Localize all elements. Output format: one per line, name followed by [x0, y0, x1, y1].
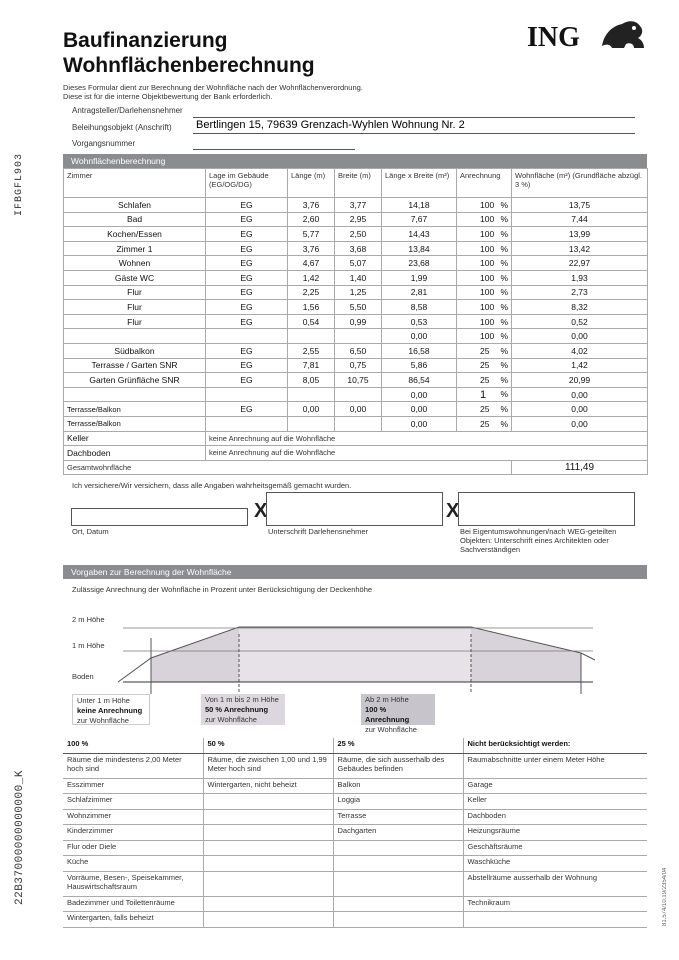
header-credit: Anrechnung: [457, 169, 512, 198]
ceiling-height-diagram: [63, 596, 647, 696]
category-row: [63, 871, 647, 896]
borrower-signature-field[interactable]: [266, 492, 443, 526]
category-cell: Dachboden: [463, 809, 647, 825]
width-cell[interactable]: 6,50: [335, 343, 382, 358]
credit-value: 25: [480, 404, 490, 415]
percent-sign: %: [500, 360, 508, 371]
width-cell[interactable]: 1,25: [335, 285, 382, 300]
category-row: [63, 809, 647, 825]
header-living-area: Wohnfläche (m²) (Grundfläche abzügl. 3 %): [512, 169, 648, 198]
credit-value: 100: [480, 199, 495, 210]
architect-signature-field[interactable]: [458, 492, 635, 526]
area-cell[interactable]: 13,84: [382, 241, 457, 256]
object-field-line: [193, 133, 635, 134]
percent-sign: %: [500, 243, 508, 254]
category-cell: Schlafzimmer: [63, 794, 203, 810]
case-number-label: Vorgangsnummer: [72, 139, 136, 148]
credit-value: 100: [480, 301, 495, 312]
table-row: [64, 416, 648, 431]
category-row: [63, 912, 647, 928]
length-cell[interactable]: 5,77: [288, 227, 335, 242]
borrower-signature-label: Unterschrift Darlehensnehmer: [268, 527, 369, 536]
rules-subtitle: Zulässige Anrechnung der Wohnfläche in Prozent unter Berücksichtigung der Deckenhöhe: [72, 585, 373, 594]
width-cell[interactable]: [335, 387, 382, 402]
credit-value: 1: [480, 388, 487, 401]
length-cell[interactable]: 2,55: [288, 343, 335, 358]
form-code: IFBGFL903: [14, 152, 25, 216]
width-cell[interactable]: 10,75: [335, 373, 382, 388]
living-area-cell[interactable]: 13,99: [512, 227, 648, 242]
attic-row: [64, 446, 648, 461]
architect-label-line-3: Sachverständigen: [460, 545, 521, 554]
table-row: [64, 241, 648, 256]
category-header: 25 %: [333, 738, 463, 753]
category-cell: Kinderzimmer: [63, 825, 203, 841]
table-row: [64, 358, 648, 373]
category-cell: [333, 840, 463, 856]
floor-cell[interactable]: EG: [206, 300, 288, 315]
credit-cell[interactable]: [457, 285, 512, 300]
room-cell[interactable]: Kochen/Essen: [64, 227, 206, 242]
category-cell: Balkon: [333, 778, 463, 794]
object-label: Beleihungsobjekt (Anschrift): [72, 123, 172, 132]
percent-sign: %: [500, 214, 508, 225]
area-cell[interactable]: 2,81: [382, 285, 457, 300]
legend-none-line-1: Unter 1 m Höhe: [77, 696, 130, 705]
credit-cell[interactable]: [457, 227, 512, 242]
category-cell: Technikraum: [463, 896, 647, 912]
room-cell[interactable]: Zimmer 1: [64, 241, 206, 256]
area-cell[interactable]: 0,00: [382, 387, 457, 402]
percent-sign: %: [500, 388, 508, 399]
attic-note: keine Anrechnung auf die Wohnfläche: [206, 446, 648, 461]
form-version: 81.574/10.19/2354/04: [662, 867, 668, 926]
category-header-row: [63, 738, 647, 753]
living-area-cell[interactable]: 13,42: [512, 241, 648, 256]
category-cell: Dachgarten: [333, 825, 463, 841]
length-cell[interactable]: 4,67: [288, 256, 335, 271]
credit-value: 100: [480, 316, 495, 327]
credit-value: 25: [480, 418, 490, 429]
area-cell[interactable]: 14,43: [382, 227, 457, 242]
category-cell: [203, 794, 333, 810]
architect-label-line-2: Objekten: Unterschrift eines Architekten oder: [460, 536, 609, 545]
legend-full: [361, 694, 435, 734]
width-cell[interactable]: [335, 416, 382, 431]
category-cell: Vorräume, Besen-, Speisekammer, Hauswirtschaftsraum: [63, 871, 203, 896]
floor-cell[interactable]: EG: [206, 358, 288, 373]
category-cell: [203, 856, 333, 872]
legend-none-line-2: keine Anrechnung: [77, 706, 143, 715]
room-cell[interactable]: Terrasse/Balkon: [64, 416, 206, 431]
room-cell[interactable]: Flur: [64, 314, 206, 329]
width-cell[interactable]: 3,68: [335, 241, 382, 256]
table-row: [64, 314, 648, 329]
living-area-cell[interactable]: 0,00: [512, 387, 648, 402]
category-cell: Flur oder Diele: [63, 840, 203, 856]
area-cell[interactable]: 0,53: [382, 314, 457, 329]
percent-sign: %: [500, 258, 508, 269]
area-cell[interactable]: 23,68: [382, 256, 457, 271]
credit-cell[interactable]: [457, 212, 512, 227]
length-cell[interactable]: 2,60: [288, 212, 335, 227]
header-width: Breite (m): [335, 169, 382, 198]
category-cell: [333, 912, 463, 928]
category-cell: [203, 825, 333, 841]
floor-cell[interactable]: EG: [206, 373, 288, 388]
percent-sign: %: [500, 228, 508, 239]
applicant-label: Antragsteller/Darlehensnehmer: [72, 106, 183, 115]
floor-cell[interactable]: EG: [206, 270, 288, 285]
table-row: [64, 343, 648, 358]
table-row: [64, 373, 648, 388]
floor-cell[interactable]: EG: [206, 256, 288, 271]
legend-full-line-3: zur Wohnfläche: [365, 725, 417, 734]
room-cell[interactable]: Südbalkon: [64, 343, 206, 358]
area-cell[interactable]: 16,58: [382, 343, 457, 358]
legend-half-line-1: Von 1 m bis 2 m Höhe: [205, 695, 279, 704]
credit-cell[interactable]: [457, 358, 512, 373]
category-cell: [333, 856, 463, 872]
area-cell[interactable]: 0,00: [382, 329, 457, 344]
credit-cell[interactable]: [457, 256, 512, 271]
credit-cell[interactable]: [457, 314, 512, 329]
credit-cell[interactable]: [457, 241, 512, 256]
header-area: Länge x Breite (m²): [382, 169, 457, 198]
width-cell[interactable]: 5,50: [335, 300, 382, 315]
credit-cell[interactable]: [457, 329, 512, 344]
category-row: [63, 856, 647, 872]
room-cell[interactable]: Gäste WC: [64, 270, 206, 285]
category-cell: [203, 912, 333, 928]
room-cell[interactable]: Terrasse/Balkon: [64, 402, 206, 417]
length-cell[interactable]: [288, 387, 335, 402]
lion-logo-icon: [598, 16, 648, 50]
credit-cell[interactable]: [457, 373, 512, 388]
credit-value: 100: [480, 272, 495, 283]
living-area-cell[interactable]: 1,42: [512, 358, 648, 373]
percent-sign: %: [500, 272, 508, 283]
level-2m-label: 2 m Höhe: [72, 615, 105, 624]
intro-line-1: Dieses Formular dient zur Berechnung der Wohnfläche nach der Wohnflächenverordnung.: [63, 83, 363, 92]
floor-cell[interactable]: EG: [206, 402, 288, 417]
barcode-text: 22B37000000000000_K: [14, 770, 26, 905]
length-cell[interactable]: 2,25: [288, 285, 335, 300]
category-row: [63, 896, 647, 912]
width-cell[interactable]: 5,07: [335, 256, 382, 271]
place-date-field[interactable]: [71, 508, 248, 526]
credit-cell[interactable]: [457, 416, 512, 431]
category-cell: Keller: [463, 794, 647, 810]
percent-sign: %: [500, 316, 508, 327]
length-cell[interactable]: 1,56: [288, 300, 335, 315]
area-cell[interactable]: 7,67: [382, 212, 457, 227]
living-area-cell[interactable]: 0,52: [512, 314, 648, 329]
table-row: [64, 212, 648, 227]
legend-half-line-2: 50 % Anrechnung: [205, 705, 269, 714]
length-cell[interactable]: 7,81: [288, 358, 335, 373]
floor-cell[interactable]: EG: [206, 212, 288, 227]
credit-value: 100: [480, 258, 495, 269]
header-length: Länge (m): [288, 169, 335, 198]
category-row: [63, 825, 647, 841]
living-area-cell[interactable]: 0,00: [512, 402, 648, 417]
floor-cell[interactable]: EG: [206, 285, 288, 300]
category-cell: Heizungsräume: [463, 825, 647, 841]
length-cell[interactable]: 0,54: [288, 314, 335, 329]
percent-sign: %: [500, 418, 508, 429]
section-bar-rules: Vorgaben zur Berechnung der Wohnfläche: [63, 565, 647, 579]
total-label: Gesamtwohnfläche: [64, 460, 512, 475]
length-cell[interactable]: 8,05: [288, 373, 335, 388]
percent-sign: %: [500, 287, 508, 298]
width-cell[interactable]: 2,95: [335, 212, 382, 227]
room-cell[interactable]: Bad: [64, 212, 206, 227]
room-cell[interactable]: [64, 387, 206, 402]
cellar-note: keine Anrechnung auf die Wohnfläche: [206, 431, 648, 446]
room-cell[interactable]: [64, 329, 206, 344]
category-cell: Raumabschnitte unter einem Meter Höhe: [463, 753, 647, 778]
percent-sign: %: [500, 374, 508, 385]
room-cell[interactable]: Terrasse / Garten SNR: [64, 358, 206, 373]
table-row: [64, 300, 648, 315]
living-area-cell[interactable]: 20,99: [512, 373, 648, 388]
architect-signature-label: [460, 527, 640, 554]
category-cell: [463, 912, 647, 928]
credit-value: 100: [480, 331, 495, 342]
category-cell: Wintergarten, falls beheizt: [63, 912, 203, 928]
table-row: [64, 387, 648, 402]
living-area-cell[interactable]: 2,73: [512, 285, 648, 300]
living-area-cell[interactable]: 7,44: [512, 212, 648, 227]
category-cell: Esszimmer: [63, 778, 203, 794]
room-cell[interactable]: Wohnen: [64, 256, 206, 271]
level-1m-label: 1 m Höhe: [72, 641, 105, 650]
credit-value: 100: [480, 243, 495, 254]
width-cell[interactable]: 0,75: [335, 358, 382, 373]
percent-sign: %: [500, 301, 508, 312]
credit-cell[interactable]: [457, 402, 512, 417]
header-floor: Lage im Gebäude (EG/OG/DG): [206, 169, 288, 198]
category-cell: Garage: [463, 778, 647, 794]
room-cell[interactable]: Flur: [64, 300, 206, 315]
cellar-label: Keller: [64, 431, 206, 446]
area-table: [63, 168, 648, 475]
length-cell[interactable]: 3,76: [288, 198, 335, 213]
floor-cell[interactable]: EG: [206, 227, 288, 242]
living-area-cell[interactable]: 8,32: [512, 300, 648, 315]
area-cell[interactable]: 8,58: [382, 300, 457, 315]
legend-none-line-3: zur Wohnfläche: [77, 716, 129, 725]
credit-value: 100: [480, 228, 495, 239]
living-area-cell[interactable]: 22,97: [512, 256, 648, 271]
section-bar-calculation: Wohnflächenberechnung: [63, 154, 647, 168]
floor-label: Boden: [72, 672, 94, 681]
category-row: [63, 778, 647, 794]
category-row: [63, 840, 647, 856]
category-cell: Badezimmer und Toilettenräume: [63, 896, 203, 912]
category-cell: [333, 896, 463, 912]
width-cell[interactable]: 0,00: [335, 402, 382, 417]
table-row: [64, 329, 648, 344]
legend-half-line-3: zur Wohnfläche: [205, 715, 257, 724]
room-cell[interactable]: Flur: [64, 285, 206, 300]
table-row: [64, 402, 648, 417]
length-cell[interactable]: 0,00: [288, 402, 335, 417]
table-row: [64, 198, 648, 213]
area-cell[interactable]: 14,18: [382, 198, 457, 213]
applicant-field[interactable]: [193, 117, 635, 118]
living-area-cell[interactable]: 13,75: [512, 198, 648, 213]
category-cell: [203, 809, 333, 825]
width-cell[interactable]: [335, 329, 382, 344]
credit-value: 25: [480, 345, 490, 356]
credit-cell[interactable]: [457, 198, 512, 213]
category-cell: Terrasse: [333, 809, 463, 825]
legend-half: [201, 694, 285, 725]
cellar-row: [64, 431, 648, 446]
ing-logo: ING: [527, 22, 580, 53]
percent-sign: %: [500, 345, 508, 356]
table-row: [64, 256, 648, 271]
category-cell: [203, 840, 333, 856]
case-number-field[interactable]: [193, 149, 355, 150]
category-cell: Räume, die sich ausserhalb des Gebäudes befinden: [333, 753, 463, 778]
floor-cell[interactable]: [206, 416, 288, 431]
category-cell: Wohnzimmer: [63, 809, 203, 825]
table-header-row: [64, 169, 648, 198]
category-cell: Räume die mindestens 2,00 Meter hoch sind: [63, 753, 203, 778]
length-cell[interactable]: [288, 329, 335, 344]
credit-cell[interactable]: [457, 300, 512, 315]
category-cell: Räume, die zwischen 1,00 und 1,99 Meter hoch sind: [203, 753, 333, 778]
category-table: [63, 738, 647, 928]
legend-none: [72, 694, 150, 725]
legend-full-line-2: 100 % Anrechnung: [365, 705, 410, 724]
category-header: Nicht berücksichtigt werden:: [463, 738, 647, 753]
width-cell[interactable]: 1,40: [335, 270, 382, 285]
declaration-text: Ich versichere/Wir versichern, dass alle Angaben wahrheitsgemäß gemacht wurden.: [72, 481, 352, 490]
total-row: [64, 460, 648, 475]
intro-text: [63, 83, 443, 101]
table-row: [64, 285, 648, 300]
table-row: [64, 227, 648, 242]
credit-value: 100: [480, 214, 495, 225]
object-value[interactable]: Bertlingen 15, 79639 Grenzach-Wyhlen Wohnung Nr. 2: [196, 119, 465, 131]
legend-full-line-1: Ab 2 m Höhe: [365, 695, 409, 704]
area-cell[interactable]: 0,00: [382, 416, 457, 431]
percent-sign: %: [500, 331, 508, 342]
category-header: 100 %: [63, 738, 203, 753]
room-cell[interactable]: Garten Grünfläche SNR: [64, 373, 206, 388]
category-cell: Küche: [63, 856, 203, 872]
percent-sign: %: [500, 404, 508, 415]
area-cell[interactable]: 86,54: [382, 373, 457, 388]
floor-cell[interactable]: EG: [206, 314, 288, 329]
credit-value: 25: [480, 360, 490, 371]
category-header: 50 %: [203, 738, 333, 753]
category-cell: Wintergarten, nicht beheizt: [203, 778, 333, 794]
category-cell: [203, 871, 333, 896]
place-date-label: Ort, Datum: [72, 527, 109, 536]
sign-mark-2: X: [446, 500, 460, 522]
credit-cell[interactable]: [457, 270, 512, 285]
category-cell: [203, 896, 333, 912]
sign-mark-1: X: [254, 500, 268, 522]
area-cell[interactable]: 5,86: [382, 358, 457, 373]
length-cell[interactable]: 1,42: [288, 270, 335, 285]
living-area-cell[interactable]: 1,93: [512, 270, 648, 285]
living-area-cell[interactable]: 0,00: [512, 416, 648, 431]
credit-value: 100: [480, 287, 495, 298]
width-cell[interactable]: 2,50: [335, 227, 382, 242]
category-cell: Geschäftsräume: [463, 840, 647, 856]
category-row: [63, 753, 647, 778]
attic-label: Dachboden: [64, 446, 206, 461]
floor-cell[interactable]: [206, 329, 288, 344]
credit-cell[interactable]: [457, 387, 512, 402]
table-row: [64, 270, 648, 285]
category-cell: [333, 871, 463, 896]
intro-line-2: Diese ist für die interne Objektbewertung der Bank erforderlich.: [63, 92, 273, 101]
living-area-cell[interactable]: 4,02: [512, 343, 648, 358]
category-row: [63, 794, 647, 810]
architect-label-line-1: Bei Eigentumswohnungen/nach WEG-geteilten: [460, 527, 617, 536]
page-title: [63, 28, 315, 78]
category-cell: Abstellräume ausserhalb der Wohnung: [463, 871, 647, 896]
length-cell[interactable]: 3,76: [288, 241, 335, 256]
title-line-1: Baufinanzierung: [63, 29, 228, 52]
floor-cell[interactable]: [206, 387, 288, 402]
title-line-2: Wohnflächenberechnung: [63, 54, 315, 77]
width-cell[interactable]: 3,77: [335, 198, 382, 213]
width-cell[interactable]: 0,99: [335, 314, 382, 329]
header-room: Zimmer: [64, 169, 206, 198]
percent-sign: %: [500, 199, 508, 210]
credit-value: 25: [480, 374, 490, 385]
credit-cell[interactable]: [457, 343, 512, 358]
floor-cell[interactable]: EG: [206, 241, 288, 256]
room-cell[interactable]: Schlafen: [64, 198, 206, 213]
living-area-cell[interactable]: 0,00: [512, 329, 648, 344]
area-cell[interactable]: 0,00: [382, 402, 457, 417]
category-cell: Waschküche: [463, 856, 647, 872]
length-cell[interactable]: [288, 416, 335, 431]
floor-cell[interactable]: EG: [206, 343, 288, 358]
category-cell: Loggia: [333, 794, 463, 810]
area-cell[interactable]: 1,99: [382, 270, 457, 285]
total-value[interactable]: 111,49: [512, 460, 648, 475]
floor-cell[interactable]: EG: [206, 198, 288, 213]
